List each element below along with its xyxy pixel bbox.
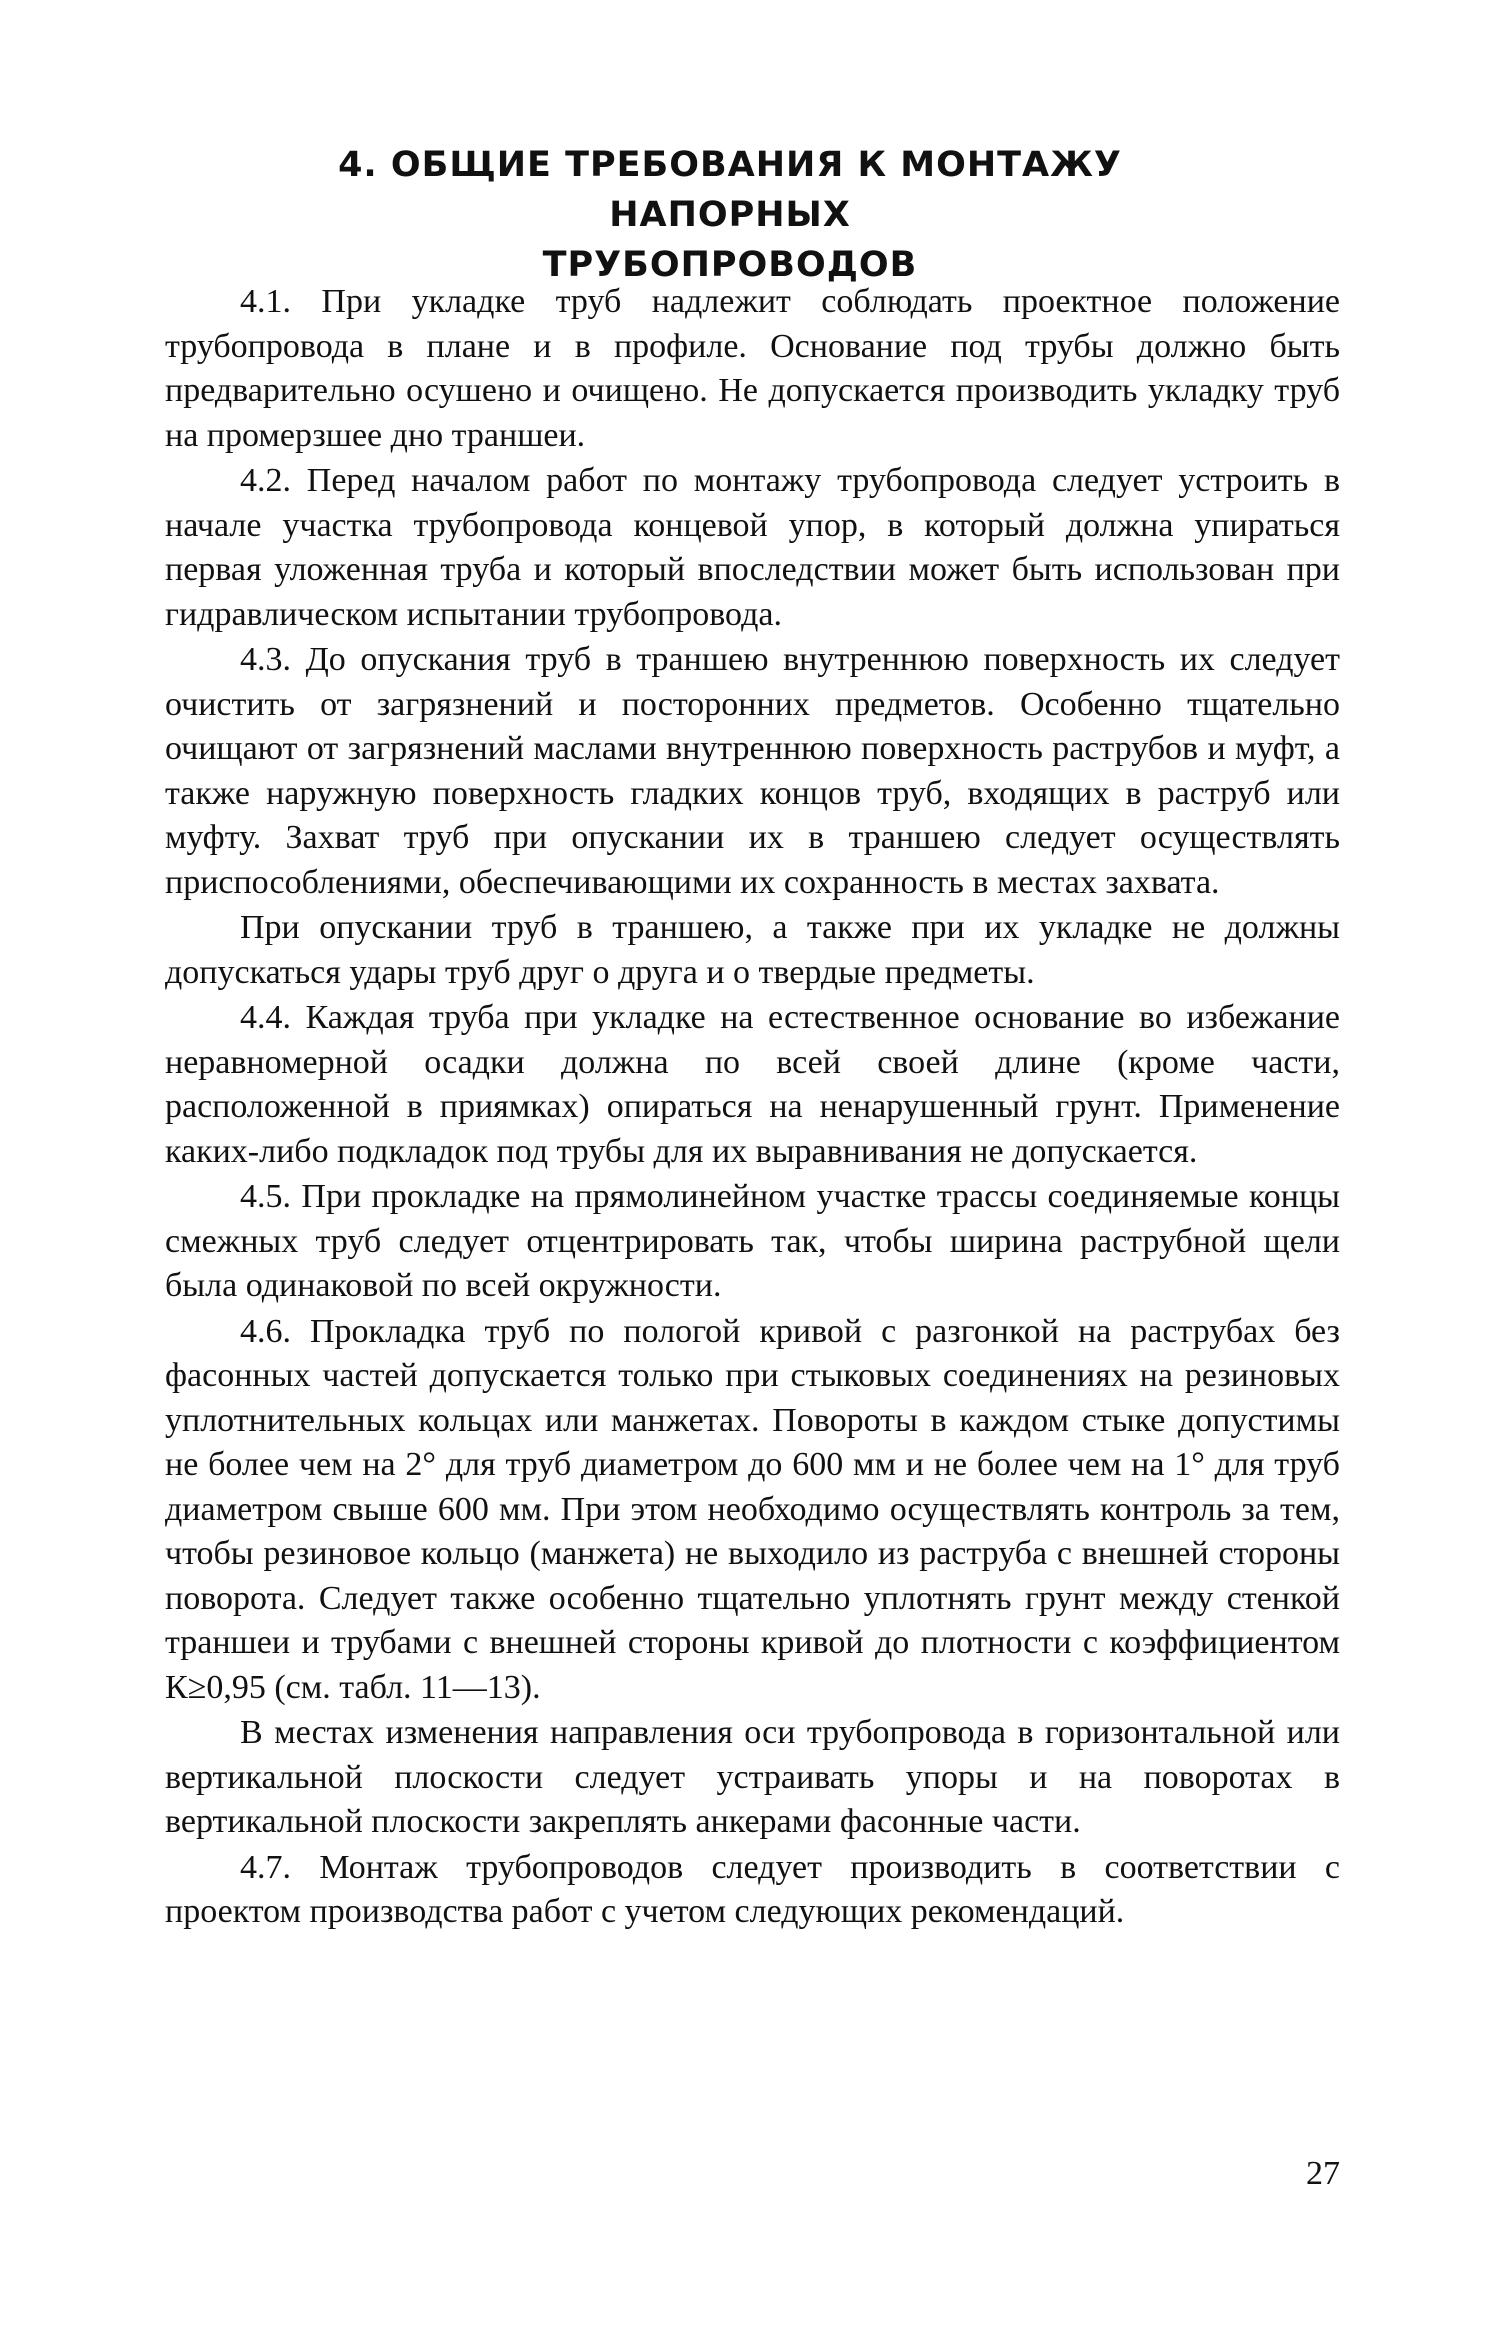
paragraph-4-7: 4.7. Монтаж трубопроводов следует производить в соответствии с проектом производства работ с учетом следующих рекомендаций.	[165, 1848, 1340, 1930]
paragraph-4-5: 4.5. При прокладке на прямолинейном участке трассы соединяемые концы смежных труб следует отцентрировать так, чтобы ширина раструбной щели была одинаковой по всей окружности.	[165, 1178, 1340, 1304]
paragraph-4-1: 4.1. При укладке труб надлежит соблюдать проектное положение трубопровода в плане и в профиле. Основание под трубы должно быть предварительно осушено и очищено. Не допускается производить укладку труб на промерзшее дно траншеи.	[165, 283, 1340, 454]
paragraph-4-3-cont: При опускании труб в траншею, а также при их укладке не должны допускаться удары труб друг о друга и о твердые предметы.	[165, 909, 1340, 991]
paragraph-4-3: 4.3. До опускания труб в траншею внутреннюю поверхность их следует очистить от загрязнений и посторонних предметов. Особенно тщательно очищают от загрязнений маслами внутреннюю поверхность раструбов и муфт, а также наружную поверхность гладких концов труб, входящих в раструб или муфту. Захват труб при опускании их в траншею следует осуществлять приспособлениями, обеспечивающими их сохранность в местах захвата.	[165, 641, 1340, 901]
paragraph-4-6: 4.6. Прокладка труб по пологой кривой с разгонкой на раструбах без фасонных частей допускается только при стыковых соединениях на резиновых уплотнительных кольцах или манжетах. Повороты в каждом стыке допустимы не более чем на 2° для труб диаметром до 600 мм и не более чем на 1° для труб диаметром свыше 600 мм. При этом необходимо осуществлять контроль за тем, чтобы резиновое кольцо (манжета) не выходило из раструба с внешней стороны поворота. Следует также особенно тщательно уплотнять грунт между стенкой траншеи и трубами с внешней стороны кривой до плотности с коэффициентом К≥0,95 (см. табл. 11—13).	[165, 1312, 1340, 1706]
section-heading	[230, 140, 1230, 290]
section-heading-line-1: 4. ОБЩИЕ ТРЕБОВАНИЯ К МОНТАЖУ НАПОРНЫХ	[338, 145, 1122, 235]
paragraph-4-6-cont: В местах изменения направления оси трубопровода в горизонтальной или вертикальной плоскости следует устраивать упоры и на поворотах в вертикальной плоскости закреплять анкерами фасонные части.	[165, 1714, 1340, 1840]
paragraph-4-4: 4.4. Каждая труба при укладке на естественное основание во избежание неравномерной осадки должна по всей своей длине (кроме части, расположенной в приямках) опираться на ненарушенный грунт. Применение каких-либо подкладок под трубы для их выравнивания не допускается.	[165, 999, 1340, 1170]
body-text	[165, 280, 1340, 1936]
paragraph-4-2: 4.2. Перед началом работ по монтажу трубопровода следует устроить в начале участка трубопровода концевой упор, в который должна упираться первая уложенная труба и который впоследствии может быть использован при гидравлическом испытании трубопровода.	[165, 462, 1340, 633]
page-number: 27	[1306, 2155, 1340, 2192]
section-heading-line-2: ТРУБОПРОВОДОВ	[542, 245, 918, 285]
